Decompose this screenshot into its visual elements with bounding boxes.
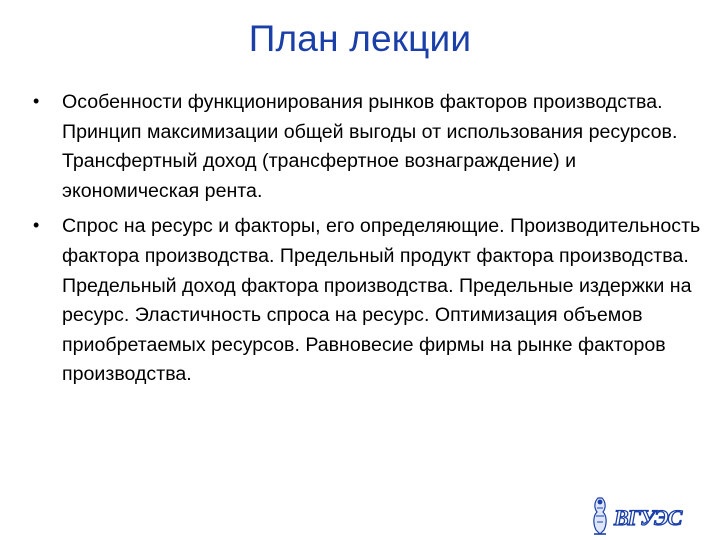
bullet-text-1: Особенности функционирования рынков факторов производства. Принцип максимизации общей выгоды от использования ресурсов. Трансфертный доход (трансфертное вознаграждение) и экономическая рента. — [62, 91, 678, 202]
logo-text: ВГУЭС — [614, 505, 682, 530]
university-logo — [588, 494, 708, 538]
bullet-item-1 — [30, 88, 702, 206]
bullet-dot-icon: • — [33, 91, 40, 111]
bullet-dot-icon: • — [33, 215, 40, 236]
slide-title: План лекции — [248, 18, 472, 59]
logo-graphic — [588, 494, 708, 538]
bullet-item-2 — [30, 212, 702, 390]
bullet-text-2: Спрос на ресурс и факторы, его определяющие. Производительность фактора производства. Предельный продукт фактора производства. Предельный доход фактора производства. Предельные издержки на ресурс. Эластичность спроса на ресурс. Оптимизация объемов приобретаемых ресурсов. Равновесие фирмы на рынке факторов производства. — [62, 215, 701, 386]
logo-emblem-icon — [594, 498, 606, 534]
bullet-list — [30, 88, 702, 396]
